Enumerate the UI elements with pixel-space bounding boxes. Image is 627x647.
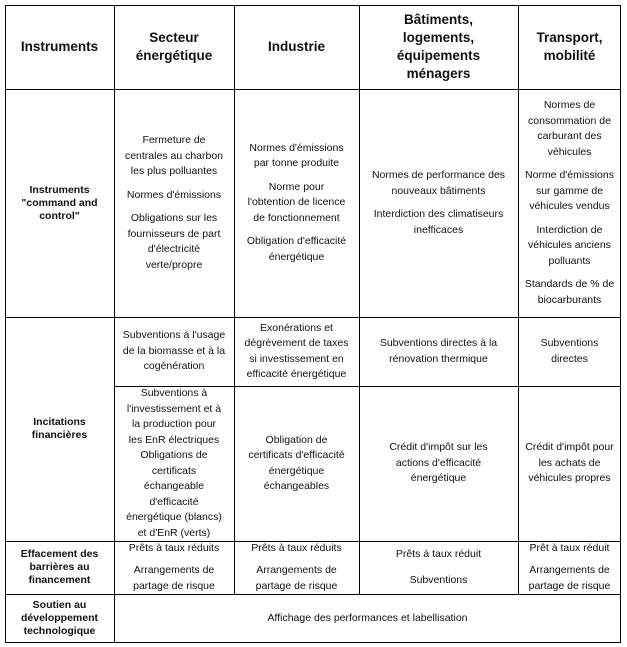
header-transport bbox=[518, 5, 621, 89]
cell-text: partage de risque bbox=[255, 579, 338, 592]
cell-text: Normes d'émissions bbox=[249, 141, 344, 154]
table-border-right bbox=[620, 5, 621, 643]
cell-text: Obligations sur les bbox=[130, 212, 218, 224]
cell-text: Obligations de bbox=[140, 449, 208, 461]
cell-financing-transport bbox=[518, 541, 621, 594]
cell-text: carburant des bbox=[537, 130, 602, 142]
row-label-command-control bbox=[5, 89, 114, 317]
cell-text: Crédit d'impôt pour bbox=[525, 441, 614, 454]
cell-text: Crédit d'impôt sur les bbox=[389, 441, 488, 454]
cell-command-energy bbox=[114, 89, 234, 317]
cell-text: l'obtention de licence bbox=[247, 196, 346, 209]
cell-text: Norme pour bbox=[268, 180, 325, 193]
cell-text: inefficaces bbox=[413, 223, 464, 236]
cell-text: certificats d'efficacité bbox=[248, 449, 345, 461]
cell-text: Normes de performance des bbox=[371, 169, 506, 181]
cell-text: Arrangements de bbox=[529, 564, 610, 576]
cell-text: Prêts à taux réduits bbox=[128, 542, 220, 554]
cell-text: Obligation d'efficacité bbox=[246, 235, 347, 248]
row-label-line: technologique bbox=[23, 625, 96, 637]
cell-text: biocarburants bbox=[537, 293, 602, 306]
cell-incentives-a-buildings bbox=[359, 317, 518, 386]
column-divider bbox=[234, 5, 235, 594]
cell-text: Subventions bbox=[540, 337, 599, 349]
header-buildings-line: ménagers bbox=[406, 66, 471, 81]
cell-text: dégrèvement de taxes bbox=[244, 337, 349, 349]
cell-text: nouveaux bâtiments bbox=[391, 184, 486, 197]
cell-incentives-a-industry bbox=[234, 317, 359, 386]
header-buildings-line: Bâtiments, bbox=[403, 12, 474, 27]
cell-text: échangeables bbox=[263, 480, 330, 492]
cell-text: échangeable bbox=[143, 480, 205, 492]
cell-command-transport bbox=[518, 89, 621, 317]
row-label-line: développement bbox=[20, 612, 99, 624]
cell-text: sur gamme de bbox=[535, 184, 604, 197]
table-border-left bbox=[5, 5, 6, 643]
cell-text: Fermeture de bbox=[142, 134, 206, 146]
cell-financing-energy bbox=[114, 541, 234, 594]
cell-text: Norme d'émissions bbox=[525, 169, 614, 181]
cell-text: Interdiction des climatiseurs bbox=[373, 208, 504, 220]
cell-text: Arrangements de bbox=[256, 564, 337, 576]
cell-text: Prêts à taux réduit bbox=[395, 547, 482, 560]
cell-tech-content bbox=[114, 594, 621, 643]
cell-text: cogénération bbox=[143, 360, 205, 373]
cell-incentives-b-energy bbox=[114, 386, 234, 541]
cell-incentives-b-buildings bbox=[359, 386, 518, 541]
header-transport-line: Transport, bbox=[536, 30, 603, 45]
column-divider bbox=[114, 5, 115, 643]
column-divider bbox=[518, 5, 519, 594]
cell-text: et d'EnR (verts) bbox=[137, 526, 211, 539]
cell-financing-industry bbox=[234, 541, 359, 594]
cell-text: Subventions à bbox=[140, 387, 208, 399]
table-border-top bbox=[5, 5, 621, 6]
row-label-line: Effacement des bbox=[20, 548, 99, 560]
policy-instruments-table bbox=[5, 5, 621, 643]
cell-incentives-b-industry bbox=[234, 386, 359, 541]
cell-text: la production pour bbox=[131, 418, 217, 430]
cell-text: l'investissement et à bbox=[126, 402, 222, 415]
cell-text: Exonérations et bbox=[260, 321, 333, 334]
header-transport-line: mobilité bbox=[543, 48, 596, 63]
cell-text: les achats de bbox=[538, 456, 601, 469]
cell-text: de fonctionnement bbox=[253, 211, 340, 224]
header-industry bbox=[234, 5, 359, 89]
cell-text: efficacité énergétique bbox=[246, 368, 347, 380]
cell-text: les EnR électriques bbox=[128, 433, 220, 446]
header-energy-line: énergétique bbox=[135, 48, 213, 63]
cell-text: consommation de bbox=[528, 114, 611, 127]
row-divider bbox=[5, 317, 621, 318]
header-buildings-line: logements, bbox=[402, 30, 475, 45]
header-energy-line: Secteur bbox=[149, 30, 199, 45]
cell-text: rénovation thermique bbox=[389, 352, 488, 365]
cell-incentives-b-transport bbox=[518, 386, 621, 541]
row-divider bbox=[5, 594, 621, 595]
table-border-bottom bbox=[5, 642, 621, 643]
row-label-line: Soutien au bbox=[32, 599, 87, 611]
row-label-line: Instruments bbox=[29, 183, 90, 196]
cell-text: de la biomasse et à la bbox=[122, 344, 226, 357]
cell-text: Arrangements de bbox=[133, 564, 215, 576]
cell-text: Normes d'émissions bbox=[126, 188, 222, 201]
cell-text: d'électricité bbox=[147, 243, 201, 255]
cell-text: énergétique bbox=[268, 250, 325, 263]
row-label-line: Incitations bbox=[33, 416, 86, 428]
header-industry-text: Industrie bbox=[267, 39, 325, 54]
cell-text: actions d'efficacité bbox=[395, 456, 482, 469]
row-label-line: control" bbox=[39, 209, 80, 222]
row-label-financing-barriers bbox=[5, 541, 114, 594]
cell-text: véhicules anciens bbox=[528, 239, 611, 251]
header-energy-sector bbox=[114, 5, 234, 89]
cell-text: Subventions bbox=[409, 574, 468, 586]
cell-text: fournisseurs de part bbox=[127, 227, 221, 240]
header-instruments-text: Instruments bbox=[20, 39, 99, 54]
cell-text: Prêt à taux réduit bbox=[529, 542, 610, 554]
cell-text: Standards de % de bbox=[524, 278, 615, 290]
cell-text: par tonne produite bbox=[253, 157, 340, 170]
row-label-line: "command and bbox=[21, 196, 98, 209]
cell-text: partage de risque bbox=[133, 579, 215, 592]
row-label-line: financières bbox=[31, 429, 88, 441]
cell-command-industry bbox=[234, 89, 359, 317]
cell-text: directes bbox=[551, 352, 588, 365]
column-divider bbox=[359, 5, 360, 594]
cell-text: énergétique bbox=[268, 464, 325, 477]
cell-text: Interdiction de bbox=[536, 223, 603, 236]
cell-text: véhicules vendus bbox=[529, 200, 610, 212]
cell-text: verte/propre bbox=[145, 258, 203, 271]
cell-financing-buildings bbox=[359, 541, 518, 594]
header-buildings-line: équipements bbox=[396, 48, 481, 63]
cell-text: Subventions directes à la bbox=[379, 337, 498, 349]
row-label-financial-incentives bbox=[5, 317, 114, 541]
row-divider bbox=[5, 541, 621, 542]
cell-text: centrales au charbon bbox=[124, 149, 224, 162]
header-instruments bbox=[5, 5, 114, 89]
cell-text: d'efficacité bbox=[149, 495, 199, 508]
cell-text: Affichage des performances et labellisation bbox=[267, 611, 468, 624]
cell-incentives-a-transport bbox=[518, 317, 621, 386]
row-label-line: financement bbox=[28, 574, 91, 586]
row-divider bbox=[5, 89, 621, 90]
row-label-tech-support bbox=[5, 594, 114, 643]
header-buildings bbox=[359, 5, 518, 89]
cell-text: Subventions à l'usage bbox=[122, 329, 226, 342]
cell-text: énergétique bbox=[410, 472, 467, 485]
cell-text: si investissement en bbox=[249, 352, 344, 365]
cell-text: certificats bbox=[151, 464, 197, 477]
cell-text: polluants bbox=[548, 254, 591, 267]
cell-text: Obligation de bbox=[265, 433, 328, 446]
cell-text: partage de risque bbox=[528, 579, 611, 592]
cell-text: énergétique (blancs) bbox=[126, 511, 222, 523]
row-label-line: barrières au bbox=[29, 561, 90, 573]
cell-text: véhicules bbox=[547, 145, 592, 158]
cell-incentives-a-energy bbox=[114, 317, 234, 386]
cell-text: véhicules propres bbox=[528, 472, 611, 485]
row-divider bbox=[114, 386, 621, 387]
cell-text: Prêts à taux réduits bbox=[251, 542, 342, 554]
cell-text: Normes de bbox=[543, 99, 596, 111]
cell-text: les plus polluantes bbox=[130, 165, 218, 177]
cell-command-buildings bbox=[359, 89, 518, 317]
